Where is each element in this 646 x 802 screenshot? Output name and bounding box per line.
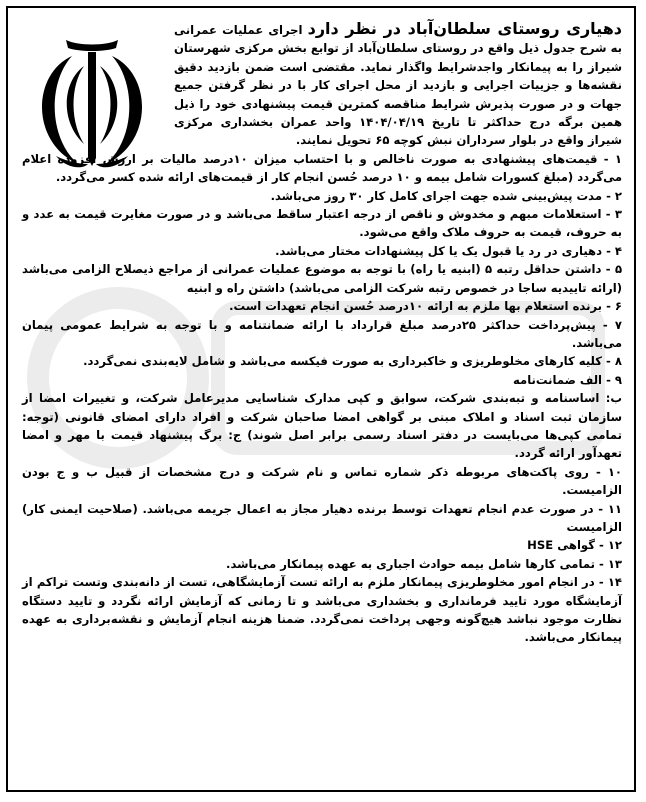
list-item: ۶ - برنده استعلام بها ملزم به ارائه ۱۰درصد حُسن انجام تعهدات است. <box>229 299 622 314</box>
list-item: ۱۰ - روی پاکت‌های مربوطه ذکر شماره تماس و نام شرکت و درج مشخصات از قبیل ب و ج بودن الزامیست. <box>22 464 622 498</box>
list-item: ۷ - پیش‌پرداخت حداکثر ۲۵درصد مبلغ قرارداد با ارائه ضمانتنامه و با توجه به شرایط عمومی پیمان می‌باشد. <box>22 317 622 350</box>
list-item: ۱۲ - گواهی HSE <box>527 538 622 553</box>
list-item: ۱۱ - در صورت عدم انجام تعهدات توسط برنده دهیار مجاز به اعمال جریمه می‌باشد. (صلاحیت ایمنی کار) الزامیست <box>22 501 622 534</box>
list-item: ۱۳ - تمامی کارها شامل بیمه حوادث اجباری به عهده پیمانکار می‌باشد. <box>226 556 622 571</box>
notice-intro: اجرای عملیات عمرانی به شرح جدول ذیل واقع در روستای سلطان‌آباد از توابع بخش مرکزی شهرستان شیراز را به پیمانکار واجدشرایط واگذار نماید. مقتضی است ضمن بازدید دقیق نقشه‌ها و جزییات اجرایی و بازدید از محل اجرای کار با در نظر گرفتن جمیع جهات و در صورت پذیرش شرایط مناقصه کمترین قیمت پیشنهادی خود را ذیل همین برگه درج حداکثر تا تاریخ ۱۴۰۴/۰۴/۱۹ واحد عمران بخشداری مرکزی شیراز واقع در بلوار سرداران نبش کوچه ۶۵ تحویل نمایند. <box>174 23 622 148</box>
list-item: ۳ - استعلامات مبهم و مخدوش و ناقص از درجه اعتبار ساقط می‌باشد و در صورت مغایرت قیمت به عدد و به حروف، قیمت به حروف ملاک واقع می‌شود. <box>22 207 622 240</box>
list-item: ۵ - داشتن حداقل رتبه ۵ (ابنیه یا راه) با توجه به موضوع عملیات عمرانی از مراجع ذیصلاح الزامی می‌باشد (ارائه تاییدیه ساجا در خصوص رتبه شرکت الزامی می‌باشد) داشتن راه و ابنیه <box>22 262 623 295</box>
intro-block <box>174 20 622 150</box>
list-item: ۸ - کلیه کارهای مخلوطریزی و خاکبرداری به صورت فیکسه می‌باشد و شامل لایه‌بندی نمی‌گردد. <box>83 354 622 369</box>
notice-frame <box>6 6 636 792</box>
list-item: ۱۴ - در انجام امور مخلوطریزی پیمانکار ملزم به ارائه تست آزمایشگاهی، تست از دانه‌بندی وتست تراکم از آزمایشگاه مورد تایید فرمانداری و بخشداری می‌باشد و تا زمانی که آزمایش ارائه نگردد و تایید دستگاه نظارت موجود نباشد هیچ‌گونه وجهی پرداخت نمی‌گردد. ضمنا هزینه انجام آزمایش و نقشه‌برداری به عهده پیمانکار می‌باشد. <box>22 575 622 645</box>
notice-title: دهیاری روستای سلطان‌آباد در نظر دارد <box>307 19 622 38</box>
list-item: ۱ - قیمت‌های پیشنهادی به صورت ناخالص و با احتساب میزان ۱۰درصد مالیات بر ارزش افزوده اعلام می‌گردد (مبلغ کسورات شامل بیمه و ۱۰ درصد حُسن انجام کار از قیمت‌های ارائه شده کسر می‌گردد. <box>22 151 622 185</box>
list-item: ۲ - مدت پیش‌بینی شده جهت اجرای کامل کار ۳۰ روز می‌باشد. <box>270 188 622 203</box>
list-item: ب: اساسنامه و تبه‌بندی شرکت، سوابق و کپی مدارک شناسایی مدیرعامل شرکت، و تغییرات امضا از سازمان ثبت اسناد و املاک مبنی بر گواهی امضا صاحبان شرکت و افراد دارای امضای قانونی (توجه: تمامی کپی‌ها می‌بایست در دفتر اسناد رسمی برابر اصل شوند) ج: برگ پیشنهاد قیمت با مهر و امضا تعهدآور ارائه گردد. <box>22 391 622 461</box>
list-item: ۴ - دهیاری در رد یا قبول یک یا کل پیشنهادات مختار می‌باشد. <box>275 243 622 258</box>
list-item: ۹ - الف ضمانت‌نامه <box>512 372 622 387</box>
notice-body <box>22 20 622 647</box>
